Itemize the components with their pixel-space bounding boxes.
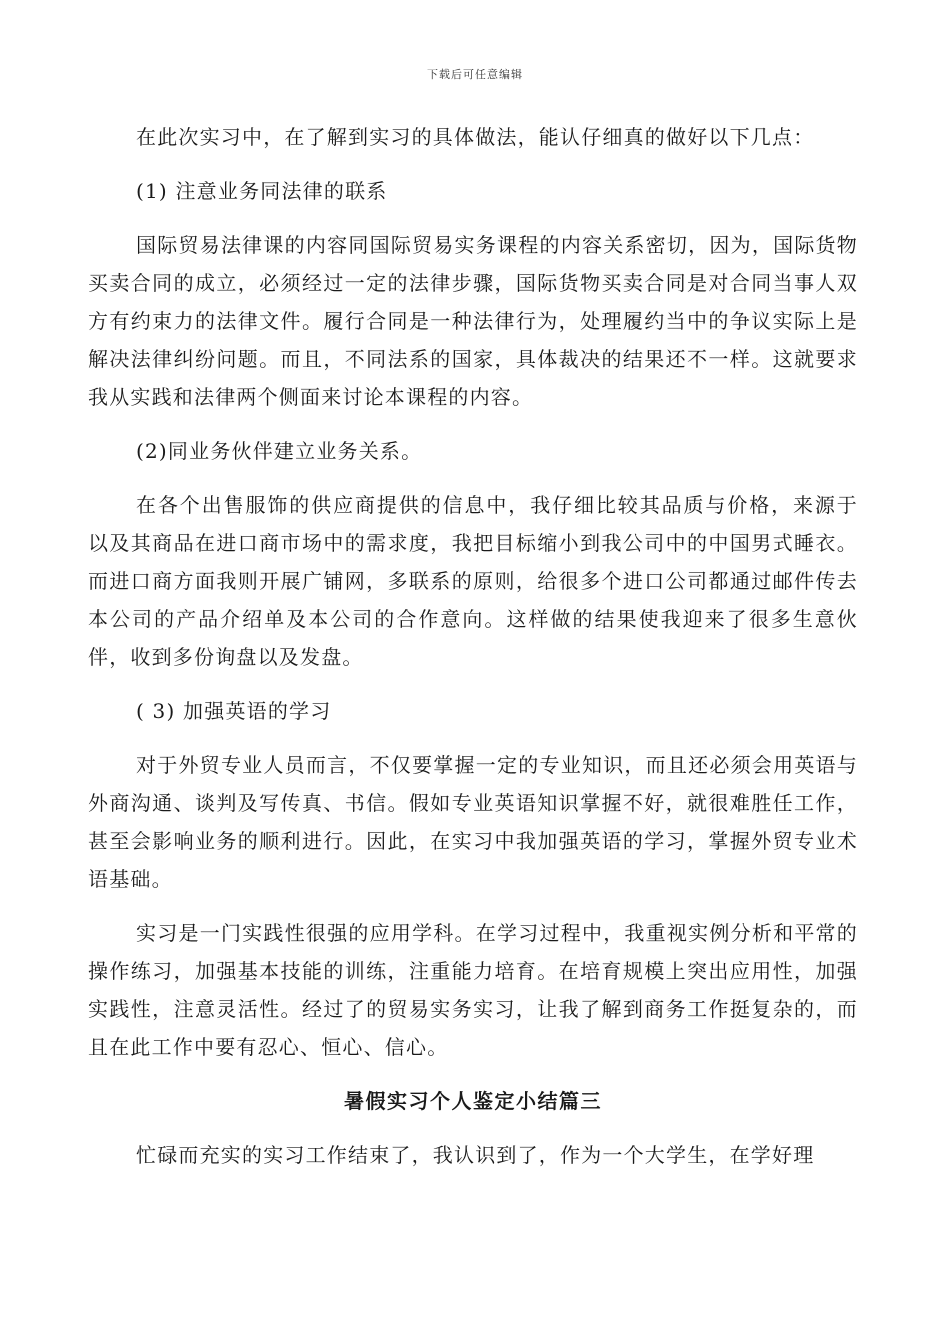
item2-paragraph: 在各个出售服饰的供应商提供的信息中，我仔细比较其品质与价格，来源于 以及其商品在进口商市场中的需求度，我把目标缩小到我公司中的中国男式睡衣。而进口商方面我则开展广铺网，多联系的原则，给很多个进口公司都通过邮件传去本公司的产品介绍单及本公司的合作意向。这样做的结果使我迎来了很多生意伙伴，收到多份询盘以及发盘。: [88, 493, 858, 669]
item3-heading: ( 3) 加强英语的学习: [136, 699, 332, 723]
section-title: 暑假实习个人鉴定小结篇三: [344, 1089, 602, 1113]
item3-paragraph: 对于外贸专业人员而言，不仅要掌握一定的专业知识，而且还必须会用英语与外商沟通、谈判及写传真、书信。假如专业英语知识掌握不好，就很难胜任工作，甚至会影响业务的顺利进行。因此，在实习中我加强英语的学习，掌握外贸专业术语基础。: [88, 753, 858, 891]
intro-paragraph: 在此次实习中，在了解到实习的具体做法，能认仔细真的做好以下几点：: [136, 125, 815, 149]
summary-paragraph: 实习是一门实践性很强的应用学科。在学习过程中，我重视实例分析和平常的操作练习，加强基本技能的训练，注重能力培育。在培育规模上突出应用性，加强实践性，注意灵活性。经过了的贸易实务实习，让我了解到商务工作挺复杂的，而且在此工作中要有忍心、恒心、信心。: [88, 921, 858, 1059]
page-header-note: 下载后可任意编辑: [427, 68, 523, 81]
item1-heading: (1) 注意业务同法律的联系: [136, 179, 388, 203]
item1-paragraph: 国际贸易法律课的内容同国际贸易实务课程的内容关系密切，因为，国际货物买卖合同的成立，必须经过一定的法律步骤，国际货物买卖合同是对合同当事人双方有约束力的法律文件。履行合同是一种法律行为，处理履约当中的争议实际上是解决法律纠纷问题。而且，不同法系的国家，具体裁决的结果还不一样。这就要求我从实践和法律两个侧面来讨论本课程的内容。: [88, 233, 858, 409]
closing-paragraph: 忙碌而充实的实习工作结束了，我认识到了，作为一个大学生，在学好理: [136, 1143, 815, 1167]
item2-heading: (2)同业务伙伴建立业务关系。: [136, 439, 423, 463]
document-body: [88, 118, 858, 1190]
